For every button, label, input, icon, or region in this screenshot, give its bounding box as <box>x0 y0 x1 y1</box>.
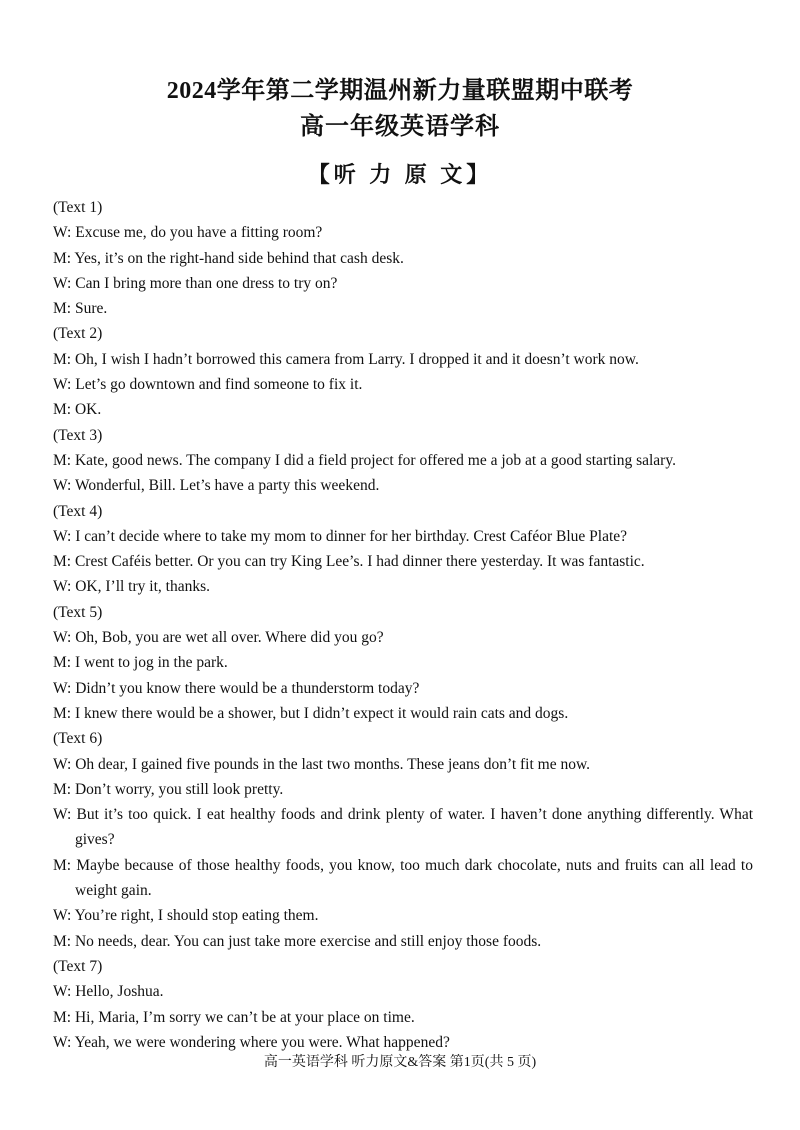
transcript-line: (Text 7) <box>53 957 103 975</box>
transcript-line: W: Let’s go downtown and find someone to fix it. <box>53 376 363 394</box>
transcript-line: M: Crest Caféis better. Or you can try King Lee’s. I had dinner there yesterday. It was fantastic. <box>53 553 645 571</box>
transcript-line: W: Didn’t you know there would be a thunderstorm today? <box>53 679 420 697</box>
section-heading: 【听 力 原 文】 <box>307 162 493 187</box>
transcript-line: W: OK, I’ll try it, thanks. <box>53 578 210 596</box>
transcript-line: W: Oh, Bob, you are wet all over. Where did you go? <box>53 629 384 647</box>
page-footer: 高一英语学科 听力原文&答案 第1页(共 5 页) <box>263 1055 537 1070</box>
transcript-line: M: I went to jog in the park. <box>53 654 228 672</box>
transcript-line: M: I knew there would be a shower, but I didn’t expect it would rain cats and dogs. <box>53 704 569 722</box>
transcript-line: (Text 6) <box>53 730 103 748</box>
transcript-line: W: Hello, Joshua. <box>53 983 164 1001</box>
transcript-line: (Text 4) <box>53 502 103 520</box>
transcript-line: W: But it’s too quick. I eat healthy foods and drink plenty of water. I haven’t done anything differently. What gives? <box>53 806 753 849</box>
transcript-line: M: Oh, I wish I hadn’t borrowed this camera from Larry. I dropped it and it doesn’t work now. <box>53 350 639 368</box>
exam-subtitle: 高一年级英语学科 <box>300 114 500 140</box>
transcript-line: M: OK. <box>53 401 102 419</box>
exam-title: 2024学年第二学期温州新力量联盟期中联考 <box>166 78 634 104</box>
transcript-body <box>53 195 753 1055</box>
transcript-line: W: Oh dear, I gained five pounds in the last two months. These jeans don’t fit me now. <box>53 755 591 773</box>
transcript-line: (Text 1) <box>53 199 103 216</box>
transcript-line: M: Yes, it’s on the right-hand side behind that cash desk. <box>53 249 404 267</box>
transcript-line: M: Don’t worry, you still look pretty. <box>53 780 284 798</box>
transcript-line: (Text 3) <box>53 426 103 444</box>
transcript-line: M: Hi, Maria, I’m sorry we can’t be at your place on time. <box>53 1008 415 1026</box>
transcript-line: M: Maybe because of those healthy foods, you know, too much dark chocolate, nuts and fruits can all lead to weight gain. <box>53 856 753 900</box>
transcript-line: W: Can I bring more than one dress to try on? <box>53 274 338 292</box>
transcript-line: M: No needs, dear. You can just take more exercise and still enjoy those foods. <box>53 932 542 950</box>
transcript-line: W: I can’t decide where to take my mom to dinner for her birthday. Crest Caféor Blue Plate? <box>53 527 628 545</box>
transcript-line: W: Yeah, we were wondering where you were. What happened? <box>53 1033 450 1051</box>
transcript-line: W: Wonderful, Bill. Let’s have a party this weekend. <box>53 477 380 495</box>
transcript-line: (Text 2) <box>53 325 103 343</box>
transcript-line: W: Excuse me, do you have a fitting room? <box>53 224 323 242</box>
transcript-line: (Text 5) <box>53 603 103 621</box>
transcript-line: M: Sure. <box>53 300 108 318</box>
transcript-line: M: Kate, good news. The company I did a field project for offered me a job at a good starting salary. <box>53 451 676 469</box>
transcript-line: W: You’re right, I should stop eating them. <box>53 907 319 925</box>
